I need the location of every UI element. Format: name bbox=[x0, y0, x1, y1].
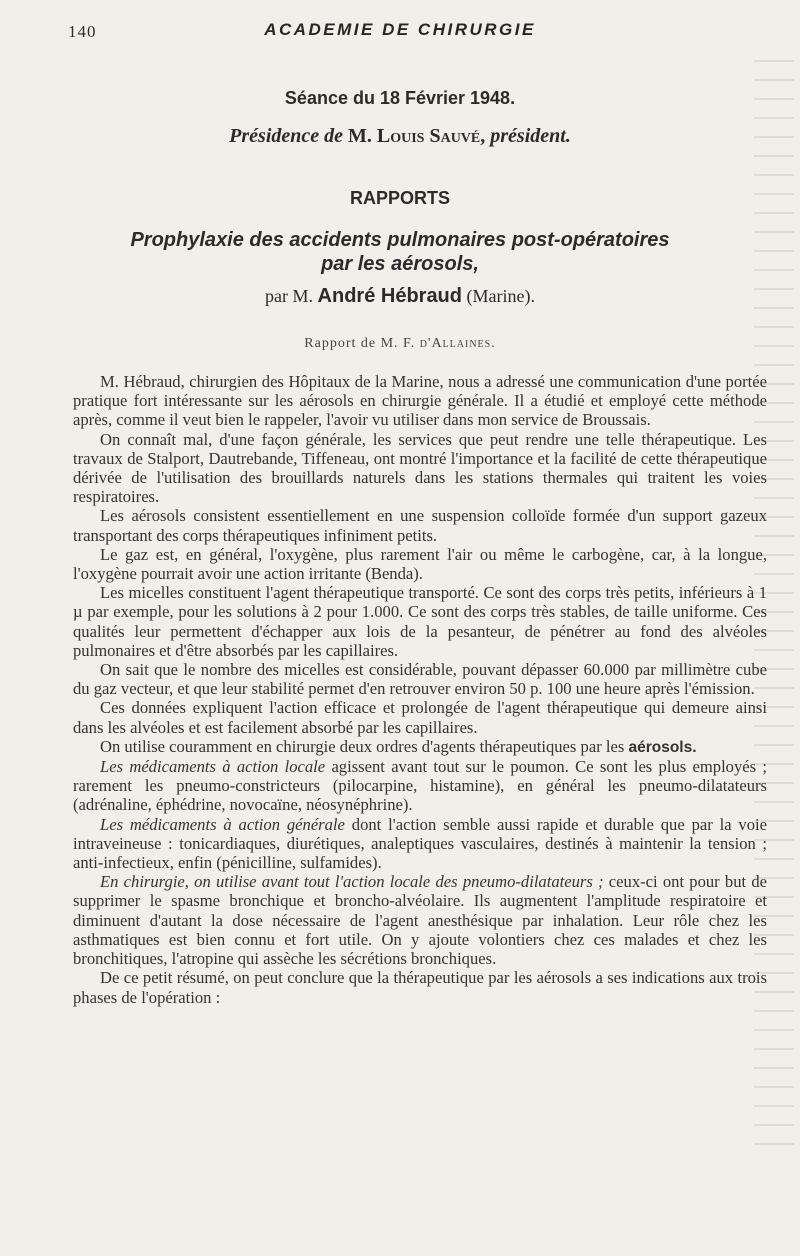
presidency-prefix: Présidence de bbox=[229, 125, 344, 147]
report-line bbox=[0, 336, 800, 352]
paragraph-10 bbox=[73, 815, 767, 873]
paragraph-10-emphasis: Les médicaments à action générale bbox=[100, 814, 345, 834]
byline bbox=[0, 285, 800, 308]
paragraph-6: On sait que le nombre des micelles est considérable, pouvant dépasser 60.000 par millimètre cube du gaz vecteur, et que leur stabilité permet d'en retrouver environ 50 p. 100 une heure après l'émission. bbox=[73, 660, 767, 699]
paragraph-8 bbox=[73, 737, 767, 757]
paragraph-4: Le gaz est, en général, l'oxygène, plus rarement l'air ou même le carbogène, car, à la longue, l'oxygène pourrait avoir une action irritante (Benda). bbox=[73, 544, 767, 584]
paragraph-9-text: agissent avant tout sur le poumon. Ce sont les plus employés ; rarement les pneumo-constricteurs (pilocarpine, histamine), en général les pneumo-dilatateurs (adrénaline, éphédrine, novocaïne, néosynéphrine). bbox=[73, 757, 767, 815]
page-number: 140 bbox=[68, 22, 97, 41]
section-heading: RAPPORTS bbox=[349, 188, 450, 208]
paragraph-2: On connaît mal, d'une façon générale, les services que peut rendre une telle thérapeutique. Les travaux de Stalport, Dautrebande, Tiffeneau, ont montré l'importance et la facilité de cette thérapeutique dérivée de l'utilisation des brouillards naturels dans les stations thermales qui traitent les voies respiratoires. bbox=[73, 429, 767, 507]
article-title bbox=[0, 228, 800, 276]
paragraph-7: Ces données expliquent l'action efficace et prolongée de l'agent thérapeutique qui demeure ainsi dans les alvéoles et est facilement absorbé par les capillaires. bbox=[73, 698, 767, 737]
paragraph-11 bbox=[73, 872, 767, 968]
byline-prefix: par M. bbox=[265, 286, 314, 306]
running-head bbox=[0, 20, 800, 46]
article-title-line-1: Prophylaxie des accidents pulmonaires post-opératoires bbox=[130, 229, 670, 251]
president-name: M. Louis Sauvé, bbox=[348, 125, 486, 147]
paragraph-11-text: ceux-ci ont pour but de supprimer le spasme bronchique et broncho-alvéolaire. Ils augmentent l'amplitude respiratoire et diminuent d'autant la dose nécessaire de l'agent anesthésique par inhalation. Leur rôle chez les asthmatiques est bien connu et fort utile. On y ajoute volontiers chez ces malades et chez les bronchitiques, l'atropine qui assèche les sécrétions bronchiques. bbox=[73, 872, 767, 969]
paragraph-10-text: dont l'action semble aussi rapide et durable que par la voie intraveineuse : tonicardiaques, diurétiques, analeptiques vasculaires, destinés à maintenir la tension ; anti-infectieux, enfin (pénicilline, sulfamides). bbox=[73, 814, 767, 873]
paragraph-11-emphasis: En chirurgie, on utilise avant tout l'action locale des pneumo-dilatateurs ; bbox=[100, 872, 604, 892]
article-title-line-2: par les aérosols, bbox=[321, 253, 479, 275]
paragraph-9 bbox=[73, 757, 767, 815]
article-body bbox=[73, 372, 767, 1007]
paragraph-8-text: On utilise couramment en chirurgie deux ordres d'agents thérapeutiques par les bbox=[100, 736, 625, 756]
paragraph-9-emphasis: Les médicaments à action locale bbox=[100, 757, 326, 777]
presidency-suffix: président. bbox=[490, 125, 571, 147]
paragraph-8-bold: aérosols. bbox=[628, 738, 697, 756]
paragraph-3: Les aérosols consistent essentiellement en une suspension colloïde formée d'un support gazeux transportant des corps thérapeutiques infiniment petits. bbox=[73, 506, 767, 545]
author-name: André Hébraud bbox=[317, 285, 462, 307]
running-title: ACADEMIE DE CHIRURGIE bbox=[264, 20, 536, 39]
report-prefix: Rapport de M. F. bbox=[304, 336, 416, 351]
presidency-line bbox=[0, 125, 800, 148]
paragraph-5: Les micelles constituent l'agent thérapeutique transporté. Ce sont des corps très petits, inférieurs à 1 µ par exemple, pour les solutions à 2 pour 1.000. Ce sont des corps très stables, de taille uniforme. Ces qualités leur permettent d'échapper aux lois de la pesanteur, de pénétrer au fond des alvéoles pulmonaires et d'être absorbés par les capillaires. bbox=[73, 583, 767, 660]
byline-suffix: (Marine). bbox=[466, 286, 535, 306]
paragraph-12: De ce petit résumé, on peut conclure que la thérapeutique par les aérosols a ses indications aux trois phases de l'opération : bbox=[73, 968, 767, 1007]
session-date: Séance du 18 Février 1948. bbox=[284, 88, 516, 108]
paragraph-1: M. Hébraud, chirurgien des Hôpitaux de la Marine, nous a adressé une communication d'une portée pratique fort intéressante sur les aérosols en chirurgie générale. Il a étudié et employé cette méthode après, comme il veut bien le rappeler, l'avoir vu utiliser dans mon service de Broussais. bbox=[73, 372, 767, 430]
reporter-name: d'Allaines. bbox=[419, 336, 496, 351]
